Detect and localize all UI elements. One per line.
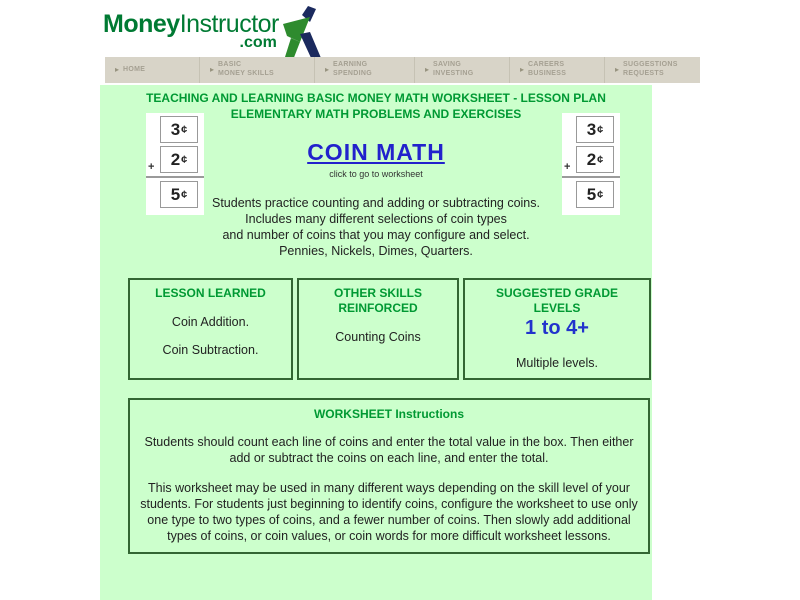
coin-value-box xyxy=(576,116,614,143)
instructions-paragraph: Students should count each line of coins and enter the total value in the box. Then either add or subtract the coins on each line, and enter the total. xyxy=(144,435,634,466)
nav-arrow-icon: ▸ xyxy=(325,65,330,74)
logo-text xyxy=(103,12,279,51)
cent-sign: ¢ xyxy=(597,153,604,166)
nav-label-line1: SAVING xyxy=(433,61,462,69)
nav-item-home[interactable] xyxy=(105,57,200,83)
lesson-learned-header: LESSON LEARNED xyxy=(155,286,266,300)
grade-levels-note: Multiple levels. xyxy=(516,356,598,370)
nav-label-line1: CAREERS xyxy=(528,61,565,69)
grade-levels-header: SUGGESTED GRADE LEVELS xyxy=(495,286,618,315)
logo-domain: .com xyxy=(239,34,277,51)
sum-line xyxy=(146,176,204,178)
cent-sign: ¢ xyxy=(181,123,188,136)
other-skills-header: OTHER SKILLS REINFORCED xyxy=(333,286,422,315)
plus-operator: + xyxy=(148,161,155,173)
cent-sign: ¢ xyxy=(181,153,188,166)
coin-problem-right xyxy=(562,113,620,215)
main-nav xyxy=(105,57,700,83)
coin-value: 3 xyxy=(586,119,597,139)
nav-arrow-icon: ▸ xyxy=(520,65,525,74)
nav-arrow-icon: ▸ xyxy=(210,65,215,74)
worksheet-instructions-box xyxy=(128,398,650,554)
coin-problem-left xyxy=(146,113,204,215)
nav-label-line2: MONEY SKILLS xyxy=(218,70,274,77)
description-line: Pennies, Nickels, Dimes, Quarters. xyxy=(279,243,473,258)
description-line: Includes many different selections of coin types xyxy=(245,212,507,227)
description-line: Students practice counting and adding or subtracting coins. xyxy=(212,196,540,211)
logo-brand-money: Money xyxy=(103,10,180,38)
coin-value: 5 xyxy=(170,184,181,204)
coin-value-box xyxy=(160,181,198,208)
nav-item-careers-business[interactable] xyxy=(510,57,605,83)
nav-label-line2: INVESTING xyxy=(433,70,474,77)
lesson-learned-box xyxy=(128,278,293,380)
nav-label-line1: SUGGESTIONS xyxy=(623,61,678,69)
coin-value-box xyxy=(160,116,198,143)
page-title-line2: ELEMENTARY MATH PROBLEMS AND EXERCISES xyxy=(230,106,522,121)
nav-item-suggestions-requests[interactable] xyxy=(605,57,700,83)
description-line: and number of coins that you may configure and select. xyxy=(222,227,530,242)
nav-label-line1: BASIC xyxy=(218,61,242,69)
lesson-learned-item: Coin Addition. xyxy=(171,315,250,329)
nav-label-line2: SPENDING xyxy=(333,70,372,77)
nav-arrow-icon: ▸ xyxy=(425,65,430,74)
coin-math-link[interactable]: COIN MATH xyxy=(307,139,445,166)
coin-value: 5 xyxy=(586,184,597,204)
nav-arrow-icon: ▸ xyxy=(115,65,120,74)
cent-sign: ¢ xyxy=(181,188,188,201)
coin-value-box xyxy=(160,146,198,173)
nav-arrow-icon: ▸ xyxy=(615,65,620,74)
nav-label-line1: EARNING xyxy=(333,61,368,69)
lesson-plan-panel xyxy=(100,85,652,600)
coin-value: 2 xyxy=(586,149,597,169)
grade-levels-box xyxy=(463,278,651,380)
coin-value: 2 xyxy=(170,149,181,169)
instructions-paragraph: This worksheet may be used in many different ways depending on the skill level of your students. For students just beginning to identify coins, configure the worksheet to use only one type to two types of coins, and a fewer number of coins. Then slowly add additional types of coins, or coin values, or coin words for more difficult worksheet lessons. xyxy=(140,480,638,544)
coin-value-box xyxy=(576,181,614,208)
grade-level-value: 1 to 4+ xyxy=(525,317,589,339)
nav-item-saving-investing[interactable] xyxy=(415,57,510,83)
info-boxes-row xyxy=(128,278,651,380)
coin-math-link-subtext: click to go to worksheet xyxy=(329,169,423,180)
worksheet-instructions-header: WORKSHEET Instructions xyxy=(313,407,464,421)
other-skills-item: Counting Coins xyxy=(335,330,421,344)
nav-label-line2: REQUESTS xyxy=(623,70,664,77)
nav-label-line1: HOME xyxy=(123,65,146,73)
sum-line xyxy=(562,176,620,178)
plus-operator: + xyxy=(564,161,571,173)
logo-brand-instructor: Instructor xyxy=(179,10,279,38)
coin-value-box xyxy=(576,146,614,173)
lesson-learned-item: Coin Subtraction. xyxy=(162,343,259,357)
other-skills-box xyxy=(297,278,459,380)
nav-item-earning-spending[interactable] xyxy=(315,57,415,83)
nav-label-line2: BUSINESS xyxy=(528,70,567,77)
cent-sign: ¢ xyxy=(597,123,604,136)
coin-value: 3 xyxy=(170,119,181,139)
page-title-line1: TEACHING AND LEARNING BASIC MONEY MATH WORKSHEET - LESSON PLAN xyxy=(146,91,606,105)
nav-item-basic-money-skills[interactable] xyxy=(200,57,315,83)
cent-sign: ¢ xyxy=(597,188,604,201)
